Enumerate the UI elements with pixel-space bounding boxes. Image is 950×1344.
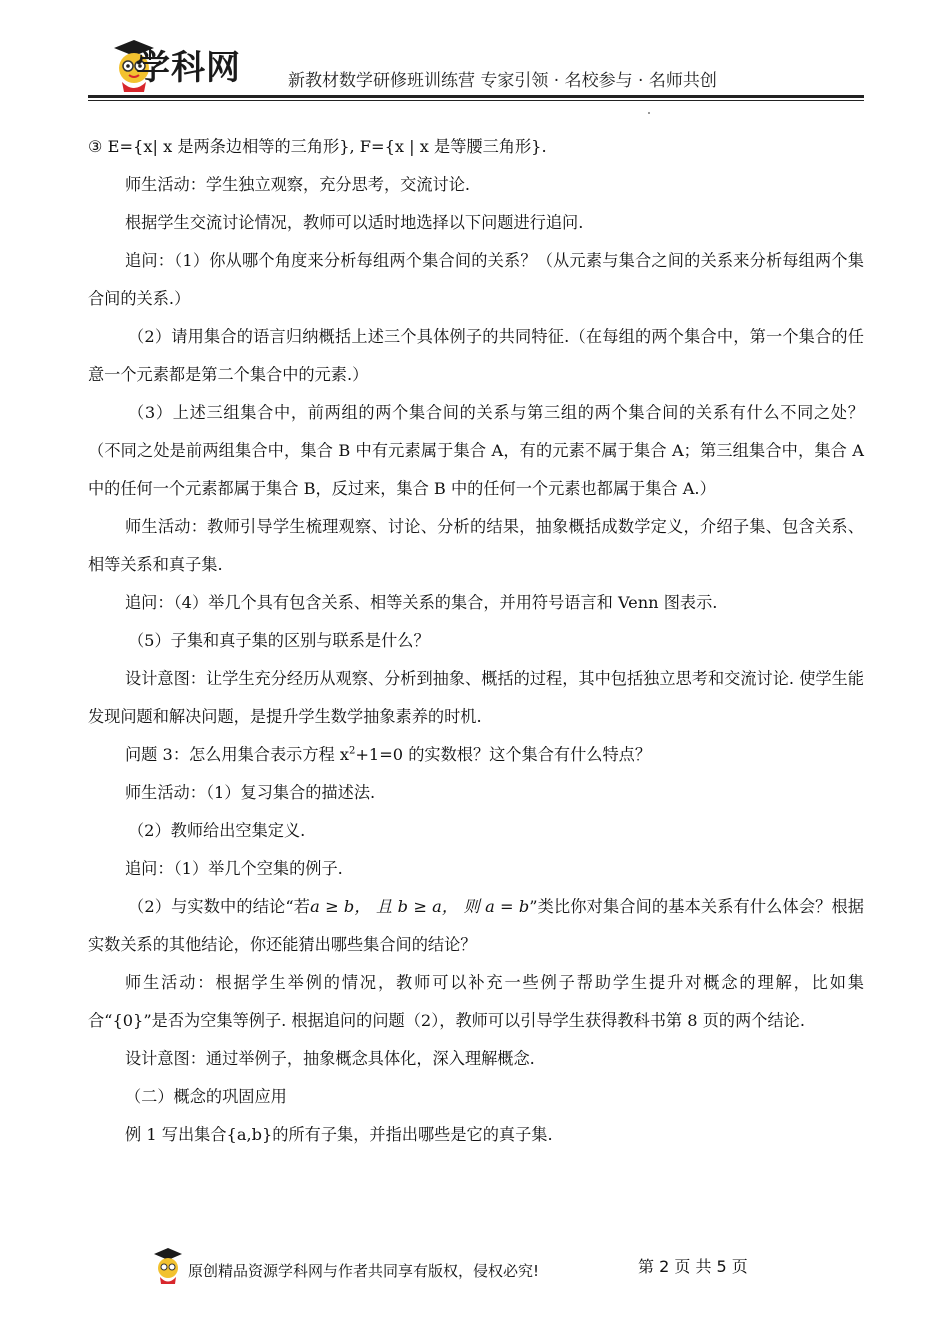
document-body xyxy=(88,128,864,1154)
paragraph: 设计意图：通过举例子，抽象概念具体化，深入理解概念. xyxy=(125,1049,535,1068)
math-inline: a ≥ b， 且 b ≥ a， 则 a = b xyxy=(310,897,530,916)
page-header xyxy=(88,36,864,98)
paragraph: 例 1 写出集合{a,b}的所有子集，并指出哪些是它的真子集. xyxy=(125,1125,553,1144)
paragraph: 追问：（1）你从哪个角度来分析每组两个集合间的关系？（从元素与集合之间的关系来分析每组两个集合间的关系.） xyxy=(88,251,864,308)
header-rule-thick xyxy=(88,95,864,98)
text-run: +1=0 的实数根？这个集合有什么特点？ xyxy=(355,745,652,764)
paragraph xyxy=(88,736,864,774)
paragraph: ③ E={x| x 是两条边相等的三角形}, F={x | x 是等腰三角形}. xyxy=(88,137,547,156)
paragraph: 师生活动：教师引导学生梳理观察、讨论、分析的结果，抽象概括成数学定义，介绍子集、包含关系、相等关系和真子集. xyxy=(88,517,864,574)
paragraph: （2）教师给出空集定义. xyxy=(128,821,306,840)
logo-text: 学科网 xyxy=(136,48,241,88)
scan-dot xyxy=(648,112,650,114)
paragraph: 师生活动：（1）复习集合的描述法. xyxy=(125,783,376,802)
text-run: （2）与实数中的结论“若 xyxy=(128,897,311,916)
text-run: 问题 3：怎么用集合表示方程 x xyxy=(125,745,349,764)
paragraph: 追问：（4）举几个具有包含关系、相等关系的集合，并用符号语言和 Venn 图表示. xyxy=(125,593,718,612)
copyright-notice: 原创精品资源学科网与作者共同享有版权，侵权必究! xyxy=(188,1262,540,1280)
section-heading: （二）概念的巩固应用 xyxy=(125,1087,287,1106)
paragraph: 追问：（1）举几个空集的例子. xyxy=(125,859,343,878)
header-slogan: 新教材数学研修班训练营 专家引领 · 名校参与 · 名师共创 xyxy=(288,71,717,91)
mascot-icon xyxy=(150,1246,186,1286)
paragraph: 根据学生交流讨论情况，教师可以适时地选择以下问题进行追问. xyxy=(125,213,584,232)
paragraph: （2）请用集合的语言归纳概括上述三个具体例子的共同特征.（在每组的两个集合中，第一个集合的任意一个元素都是第二个集合中的元素.） xyxy=(88,327,864,384)
header-rule-thin xyxy=(88,100,864,101)
paragraph: 师生活动：根据学生举例的情况，教师可以补充一些例子帮助学生提升对概念的理解，比如集合“{0}”是否为空集等例子. 根据追问的问题（2），教师可以引导学生获得教科书第 8 页的两个结论. xyxy=(88,973,864,1030)
paragraph: （5）子集和真子集的区别与联系是什么？ xyxy=(128,631,430,650)
page-number: 第 2 页 共 5 页 xyxy=(638,1257,748,1276)
paragraph xyxy=(88,888,864,964)
paragraph: 师生活动：学生独立观察，充分思考，交流讨论. xyxy=(125,175,471,194)
paragraph: 设计意图：让学生充分经历从观察、分析到抽象、概括的过程，其中包括独立思考和交流讨论. 使学生能发现问题和解决问题，是提升学生数学抽象素养的时机. xyxy=(88,669,864,726)
page-footer xyxy=(150,1246,790,1286)
text-run: ”类比你对集合间的基本关系有什么体会？根据实数关系的其他结论，你还能猜出哪些集合间的结论？ xyxy=(88,897,864,954)
paragraph: （3）上述三组集合中，前两组的两个集合间的关系与第三组的两个集合间的关系有什么不同之处？（不同之处是前两组集合中，集合 B 中有元素属于集合 A，有的元素不属于集合 A；第三组集合中，集合 A 中的任何一个元素都属于集合 B，反过来，集合 B 中的任何一个元素也都属于集合 A.） xyxy=(88,403,864,498)
superscript: 2 xyxy=(348,745,356,757)
